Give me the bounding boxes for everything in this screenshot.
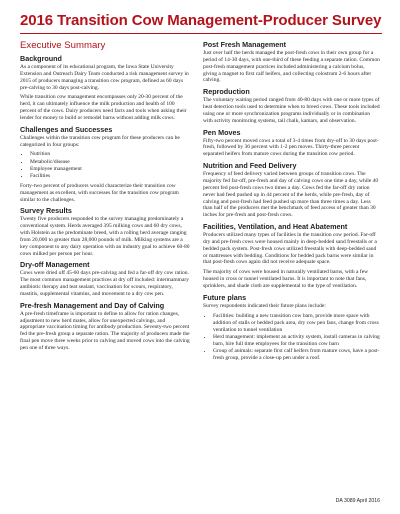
executive-summary-heading: Executive Summary (20, 40, 106, 51)
challenges-list (20, 151, 190, 179)
survey-results-heading: Survey Results (20, 206, 72, 216)
list-item: • Employee management (30, 166, 190, 173)
survey-results-paragraph: Twenty five producers responded to the survey managing predominately a conventional system. Herds averaged 395 milking cows and 60 dry cows, with Holstein as the predominate breed, with a rolling herd average ranging from 20,000 to greater than 28,000 pounds of milk. Milking systems are a key component to any dairy operation with an industry goal to achieve 60-80 cows milked per person per hour. (20, 216, 190, 257)
list-item: • Nutrition (30, 151, 190, 158)
pre-fresh-heading: Pre-fresh Management and Day of Calving (20, 300, 165, 310)
reproduction-heading: Reproduction (203, 87, 250, 97)
future-plans-paragraph: Survey respondents indicated their future plans include: (203, 302, 326, 309)
facilities-heading: Facilities, Ventilation, and Heat Abatement (203, 222, 348, 232)
right-column (203, 40, 380, 365)
footer-publication-id: DA 3089 April 2016 (335, 498, 380, 504)
title-divider (20, 33, 382, 34)
page-title: 2016 Transition Cow Management-Producer Survey (20, 12, 382, 29)
facilities-paragraph-1: Producers utilized many types of facilities in the transition cow period. Far-off dry and pre-fresh cows were housed mainly in deep-bedded sand freestalls or a bedded pack system. Post-fresh cows utilized freestalls with deep-bedded sand or mattresses with bedding. Conditions for bedded pack barns were similar in that post-fresh cows again did not receive adequate space. (203, 232, 377, 266)
post-fresh-heading: Post Fresh Management (203, 40, 287, 49)
nutrition-paragraph: Frequency of feed delivery varied between groups of transition cows. The majority fed far-off, pre-fresh and day of calving cows one time a day, while 40 percent fed post-fresh cows two times a day. Cows fed the far-off dry ration never had feed pushed up in 44 percent of the herds, while pre-fresh, day of calving and post-fresh had feed pushed up more than three times a day. Less than half of the producers met the benchmark of feed access of greater than 30 inches for pre-fresh and post-fresh cows. (203, 171, 379, 219)
dry-off-paragraph: Cows were dried off 45-60 days pre-calving and fed a far-off dry cow ration. The most common management practices at dry off included: intermammary antibiotic therapy and teat sealant, vaccination for scours, respiratory, mastitis, supplemental vitamins, and movement to a dry cow pen. (20, 270, 189, 297)
left-column (20, 40, 190, 355)
post-fresh-paragraph: Just over half the herds managed the post-fresh cows in their own group for a period of 14-30 days, with one-third of these feeding a separate ration. Common post-fresh management practices included administering a calcium bolus, giving a magnet to first calf heifers, and collecting colostrum 2-6 hours after calving. (203, 50, 380, 84)
list-item: • Metabolic/disease (30, 159, 190, 166)
nutrition-heading: Nutrition and Feed Delivery (203, 161, 297, 171)
background-heading: Background (20, 54, 62, 63)
challenges-paragraph-1: Challenges within the transition cow program for these producers can be categorized in four groups: (20, 134, 180, 148)
list-item: • Facilities (30, 173, 190, 180)
list-item: • Facilities: building a new transition cow barn, provide more space with addition of stalls or bedded pack area, dry cow pen fans, change from cross ventilation to tunnel ventilation (213, 313, 380, 334)
challenges-heading: Challenges and Successes (20, 124, 113, 134)
list-item: • Herd management: implement an activity system, install cameras in calving barn, hire full time employees for the transition cow barn (213, 334, 380, 348)
dry-off-heading: Dry-off Management (20, 260, 90, 270)
background-paragraph-2: While transition cow management encompasses only 20-30 percent of the herd, it can ultimately influence the milk production and health of 100 percent of the cows. Dairy producers need facts and tools when asking their lender for money to build or remodel barns without adding milk cows. (20, 94, 187, 121)
pen-moves-paragraph: Fifty-two percent moved cows a total of 3-4 times from dry-off to 30 days post-fresh, followed by 36 percent with 1-2 pen moves. Thirty-three percent separated heifers from mature cows during the transition cow period. (203, 137, 379, 158)
list-item: • Group of animals: separate first calf heifers from mature cows, have a post-fresh group, provide a close-up pen under a roof. (213, 348, 380, 362)
future-plans-heading: Future plans (203, 292, 247, 302)
background-paragraph-1: As a component of its educational program, the Iowa State University Extension and Outreach Dairy Team conducted a risk management survey in 2015 of producers managing a transition cow program, defined as 60 days pre-calving to 30 days post-calving. (20, 64, 189, 91)
facilities-paragraph-2: The majority of cows were housed in naturally ventilated barns, with a few housed in cross or tunnel ventilated barns. It is important to note that fans, sprinklers, and shade cloth are supplemental to the type of ventilation. (203, 269, 369, 289)
reproduction-paragraph: The voluntary waiting period ranged from 40-80 days with one or more types of heat detection tools used to determine when to breed cows. These tools included using one or more synchronization programs individually or in combination with activity monitoring systems, tail chalk, kamars, and observation. (203, 97, 380, 124)
challenges-paragraph-2: Forty-two percent of producers would characterize their transition cow management as excellent, with successes for the transition cow program similar to the challenges. (20, 182, 179, 203)
pre-fresh-paragraph: A pre-fresh timeframe is important to define to allow for ration changes, adjustment to new herd mates, allow for unexpected calvings, and appropriate vaccination timing for antibody production. Seventy-two percent fed the pre-fresh group a separate ration. The majority of producers made the final pen move three weeks prior to calving and moved cows into the calving pen one of three ways. (20, 310, 190, 351)
future-plans-list (203, 313, 380, 363)
pen-moves-heading: Pen Moves (203, 127, 241, 137)
